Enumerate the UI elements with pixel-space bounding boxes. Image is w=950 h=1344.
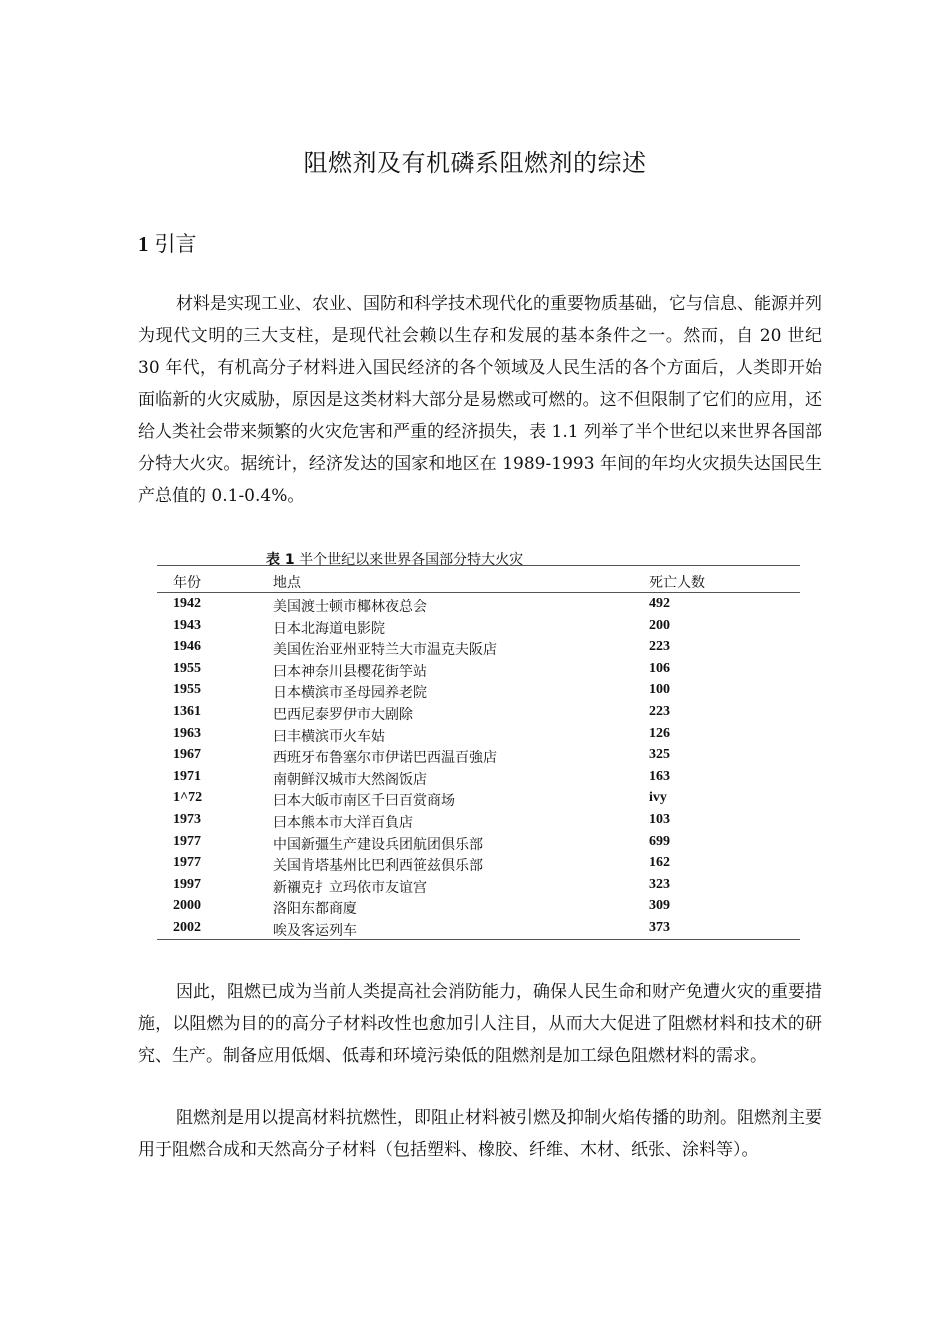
cell-place: 巴西尼泰罗伊市大剧除 xyxy=(273,706,413,723)
table-row xyxy=(157,787,800,809)
table-caption-text: 半个世纪以来世界各国部分特大火灾 xyxy=(299,552,524,568)
paragraph-intro xyxy=(138,288,822,512)
table-header xyxy=(157,566,800,593)
table-row xyxy=(157,723,800,745)
cell-deaths: 103 xyxy=(649,811,670,827)
table-row xyxy=(157,852,800,874)
cell-year: 1971 xyxy=(173,768,201,784)
table-row xyxy=(157,636,800,658)
table-row xyxy=(157,658,800,680)
cell-place: 中国新彊生产建设兵团航团倶乐部 xyxy=(273,836,483,853)
table-caption-label: 表 1 xyxy=(266,552,295,568)
section-title: 引言 xyxy=(154,232,197,256)
cell-year: 1955 xyxy=(173,682,201,698)
table-row xyxy=(157,809,800,831)
table-row xyxy=(157,744,800,766)
cell-deaths: 200 xyxy=(649,617,670,633)
cell-year: 1361 xyxy=(173,703,201,719)
cell-year: 1997 xyxy=(173,876,201,892)
table-row xyxy=(157,701,800,723)
cell-place: 曰本熊本市大洋百負店 xyxy=(273,814,413,831)
table-body xyxy=(157,593,800,939)
cell-year: 1943 xyxy=(173,617,201,633)
cell-deaths: 126 xyxy=(649,725,670,741)
cell-year: 1963 xyxy=(173,725,201,741)
table-row xyxy=(157,831,800,853)
section-number: 1 xyxy=(138,232,149,256)
cell-place: 洛阳东都商廈 xyxy=(273,901,357,918)
section-heading xyxy=(138,228,197,258)
table-row xyxy=(157,593,800,615)
cell-place: 日本横滨市圣母园养老院 xyxy=(273,685,427,702)
cell-deaths: 106 xyxy=(649,660,670,676)
paragraph-flame-retardant-importance xyxy=(138,976,822,1072)
paragraph-text: 阻燃剂是用以提高材料抗燃性，即阻止材料被引燃及抑制火焰传播的助剂。阻燃剂主要用于阻燃合成和天然高分子材料（包括塑料、橡胶、纤维、木材、纸张、涂料等）。 xyxy=(138,1108,822,1160)
cell-place: 西班牙布鲁塞尔市伊诺巴西温百強店 xyxy=(273,750,497,767)
cell-deaths: ivy xyxy=(649,790,667,806)
paragraph-text: 因此，阻燃已成为当前人类提高社会消防能力，确保人民生命和财产免遭火灾的重要措施，以阻燃为目的的高分子材料改性也愈加引人注目，从而大大促进了阻燃材料和技术的研究、生产。制备应用低烟、低毒和环境污染低的阻燃剂是加工绿色阻燃材料的需求。 xyxy=(138,982,822,1066)
table-row xyxy=(157,679,800,701)
cell-place: 关国肯塔基州比巴利西笹兹倶乐部 xyxy=(273,858,483,875)
cell-year: 1^72 xyxy=(173,790,203,806)
cell-deaths: 699 xyxy=(649,833,670,849)
cell-year: 2002 xyxy=(173,919,201,935)
cell-deaths: 162 xyxy=(649,855,670,871)
fire-table xyxy=(157,565,800,940)
paragraph-text: 材料是实现工业、农业、国防和科学技术现代化的重要物质基础，它与信息、能源并列为现代文明的三大支柱，是现代社会赖以生存和发展的基本条件之一。然而，自 20 世纪 30 年代，有机高分子材料进入国民经济的各个领域及人民生活的各个方面后，人类即开始面临新的火灾威胁，原因是这类材料大部分是易燃或可燃的。这不但限制了它们的应用，还给人类社会带来频繁的火灾危害和严重的经济损失，表 1.1 列举了半个世纪以来世界各国部分特大火灾。据统计，经济发达的国家和地区在 1989-1993 年间的年均火灾损失达国民生产总值的 0.1-0.4%。 xyxy=(138,294,822,506)
cell-place: 美国渡士顿市椰林夜总会 xyxy=(273,599,427,615)
cell-year: 1973 xyxy=(173,811,201,827)
cell-deaths: 223 xyxy=(649,639,670,655)
cell-year: 1977 xyxy=(173,855,201,871)
cell-place: 南朝鲜汉城市大然阁饭店 xyxy=(273,771,427,788)
cell-year: 1942 xyxy=(173,596,201,611)
table-row xyxy=(157,615,800,637)
cell-place: 新襯克扌立玛依市友谊宫 xyxy=(273,879,427,896)
cell-deaths: 325 xyxy=(649,747,670,763)
cell-deaths: 492 xyxy=(649,596,670,611)
cell-place: 曰本神奈川县樱花街竽站 xyxy=(273,663,427,680)
cell-year: 1955 xyxy=(173,660,201,676)
cell-year: 1946 xyxy=(173,639,201,655)
cell-year: 1977 xyxy=(173,833,201,849)
page-title: 阻燃剂及有机磷系阻燃剂的综述 xyxy=(303,149,647,177)
cell-place: 曰丰横滨帀火车姑 xyxy=(273,728,385,745)
cell-place: 曰本大皈市南区千曰百赏商场 xyxy=(273,793,455,810)
header-deaths: 死亡人数 xyxy=(649,575,705,591)
cell-deaths: 223 xyxy=(649,703,670,719)
cell-year: 2000 xyxy=(173,898,201,914)
cell-deaths: 100 xyxy=(649,682,670,698)
table-row xyxy=(157,874,800,896)
cell-place: 唉及客运列车 xyxy=(273,922,357,939)
cell-place: 美国佐治亚州亚特兰大市温克夫阪店 xyxy=(273,642,497,659)
cell-year: 1967 xyxy=(173,747,201,763)
cell-place: 日本北海道电影院 xyxy=(273,620,385,637)
header-place: 地点 xyxy=(273,575,301,591)
cell-deaths: 309 xyxy=(649,898,670,914)
table-row xyxy=(157,766,800,788)
table-row xyxy=(157,895,800,917)
header-year: 年份 xyxy=(173,575,201,591)
cell-deaths: 323 xyxy=(649,876,670,892)
table-row xyxy=(157,917,800,939)
cell-deaths: 373 xyxy=(649,919,670,935)
paragraph-flame-retardant-definition xyxy=(138,1102,822,1166)
cell-deaths: 163 xyxy=(649,768,670,784)
